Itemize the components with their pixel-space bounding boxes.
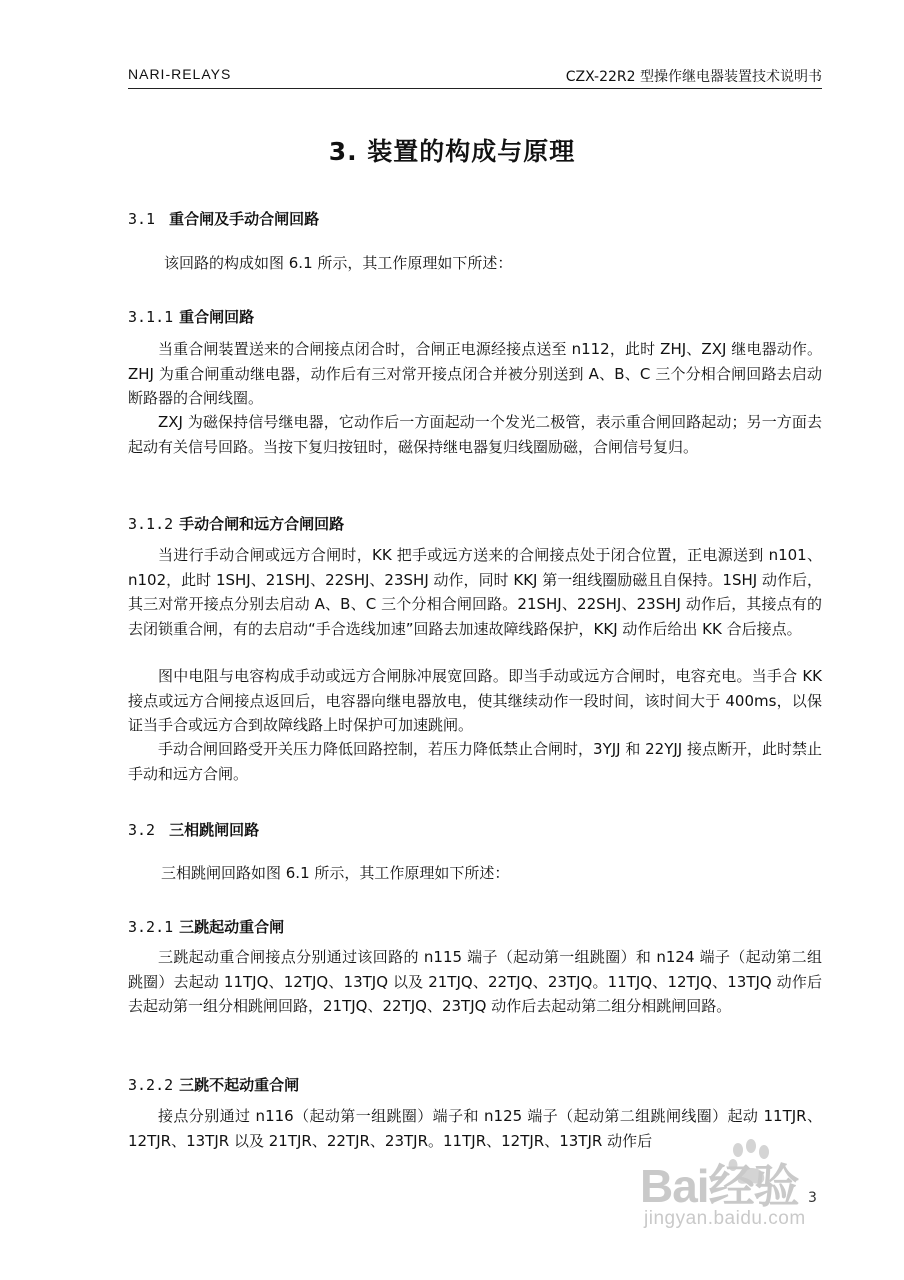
section-intro-3-2: 三相跳闸回路如图 6.1 所示，其工作原理如下所述： bbox=[161, 864, 510, 882]
section-title: 手动合闸和远方合闸回路 bbox=[179, 515, 345, 533]
section-heading-3-1-2 bbox=[128, 513, 344, 534]
header-company: NARI-RELAYS bbox=[128, 66, 232, 82]
section-number: 3.2 bbox=[128, 821, 156, 839]
section-number: 3.2.2 bbox=[128, 1076, 174, 1094]
section-title: 三跳起动重合闸 bbox=[179, 918, 285, 936]
section-heading-3-1 bbox=[128, 208, 319, 229]
section-number: 3.2.1 bbox=[128, 918, 174, 936]
page-header bbox=[128, 66, 822, 89]
paragraph-3-2-1: 三跳起动重合闸接点分别通过该回路的 n115 端子（起动第一组跳圈）和 n124 端子（起动第二组跳圈）去起动 11TJQ、12TJQ、13TJQ 以及 21TJQ、22TJQ、23TJQ。11TJQ、12TJQ、13TJQ 动作后去起动第一组分相跳闸回路，21TJQ、22TJQ、23TJQ 动作后去起动第二组分相跳闸回路。 bbox=[128, 948, 822, 1015]
paragraph-3-1-1-b: ZXJ 为磁保持信号继电器，它动作后一方面起动一个发光二极管，表示重合闸回路起动；另一方面去起动有关信号回路。当按下复归按钮时，磁保持继电器复归线圈励磁，合闸信号复归。 bbox=[128, 413, 822, 456]
section-heading-3-2 bbox=[128, 819, 259, 840]
section-heading-3-2-1 bbox=[128, 916, 284, 937]
section-title: 三跳不起动重合闸 bbox=[179, 1076, 300, 1094]
section-title: 重合闸及手动合闸回路 bbox=[169, 210, 320, 228]
paragraph-3-1-2-c: 手动合闸回路受开关压力降低回路控制，若压力降低禁止合闸时，3YJJ 和 22YJJ 接点断开，此时禁止手动和远方合闸。 bbox=[128, 740, 822, 783]
paragraph-3-2-2: 接点分别通过 n116（起动第一组跳圈）端子和 n125 端子（起动第二组跳闸线圈）起动 11TJR、12TJR、13TJR 以及 21TJR、22TJR、23TJR。11TJR、12TJR、13TJR 动作后 bbox=[128, 1107, 822, 1150]
header-doc-title: CZX-22R2 型操作继电器装置技术说明书 bbox=[565, 69, 822, 85]
section-intro-3-1: 该回路的构成如图 6.1 所示，其工作原理如下所述： bbox=[164, 254, 513, 272]
chapter-title: 3. 装置的构成与原理 bbox=[328, 137, 576, 166]
section-heading-3-1-1 bbox=[128, 306, 254, 327]
section-number: 3.1.1 bbox=[128, 308, 174, 326]
page-number: 3 bbox=[808, 1190, 817, 1206]
section-heading-3-2-2 bbox=[128, 1074, 299, 1095]
paragraph-3-1-2-b: 图中电阻与电容构成手动或远方合闸脉冲展宽回路。即当手动或远方合闸时，电容充电。当手合 KK 接点或远方合闸接点返回后，电容器向继电器放电，使其继续动作一段时间，该时间大于 400ms，以保证当手合或远方合到故障线路上时保护可加速跳闸。 bbox=[128, 667, 822, 734]
paragraph-3-1-2-a: 当进行手动合闸或远方合闸时，KK 把手或远方送来的合闸接点处于闭合位置，正电源送到 n101、n102，此时 1SHJ、21SHJ、22SHJ、23SHJ 动作，同时 KKJ 第一组线圈励磁且自保持。1SHJ 动作后，其三对常开接点分别去启动 A、B、C 三个分相合闸回路。21SHJ、22SHJ、23SHJ 动作后，其接点有的去闭锁重合闸，有的去启动“手合选线加速”回路去加速故障线路保护，KKJ 动作后给出 KK 合后接点。 bbox=[128, 546, 822, 638]
watermark-logo: Bai经验 bbox=[640, 1160, 799, 1212]
section-title: 重合闸回路 bbox=[179, 308, 255, 326]
section-number: 3.1 bbox=[128, 210, 156, 228]
section-title: 三相跳闸回路 bbox=[169, 821, 260, 839]
section-number: 3.1.2 bbox=[128, 515, 174, 533]
paragraph-3-1-1-a: 当重合闸装置送来的合闸接点闭合时，合闸正电源经接点送至 n112，此时 ZHJ、ZXJ 继电器动作。ZHJ 为重合闸重动继电器，动作后有三对常开接点闭合并被分别送到 A、B、C 三个分相合闸回路去启动断路器的合闸线圈。 bbox=[128, 340, 822, 407]
baidu-jingyan-watermark bbox=[640, 1140, 860, 1245]
watermark-url: jingyan.baidu.com bbox=[644, 1208, 806, 1229]
